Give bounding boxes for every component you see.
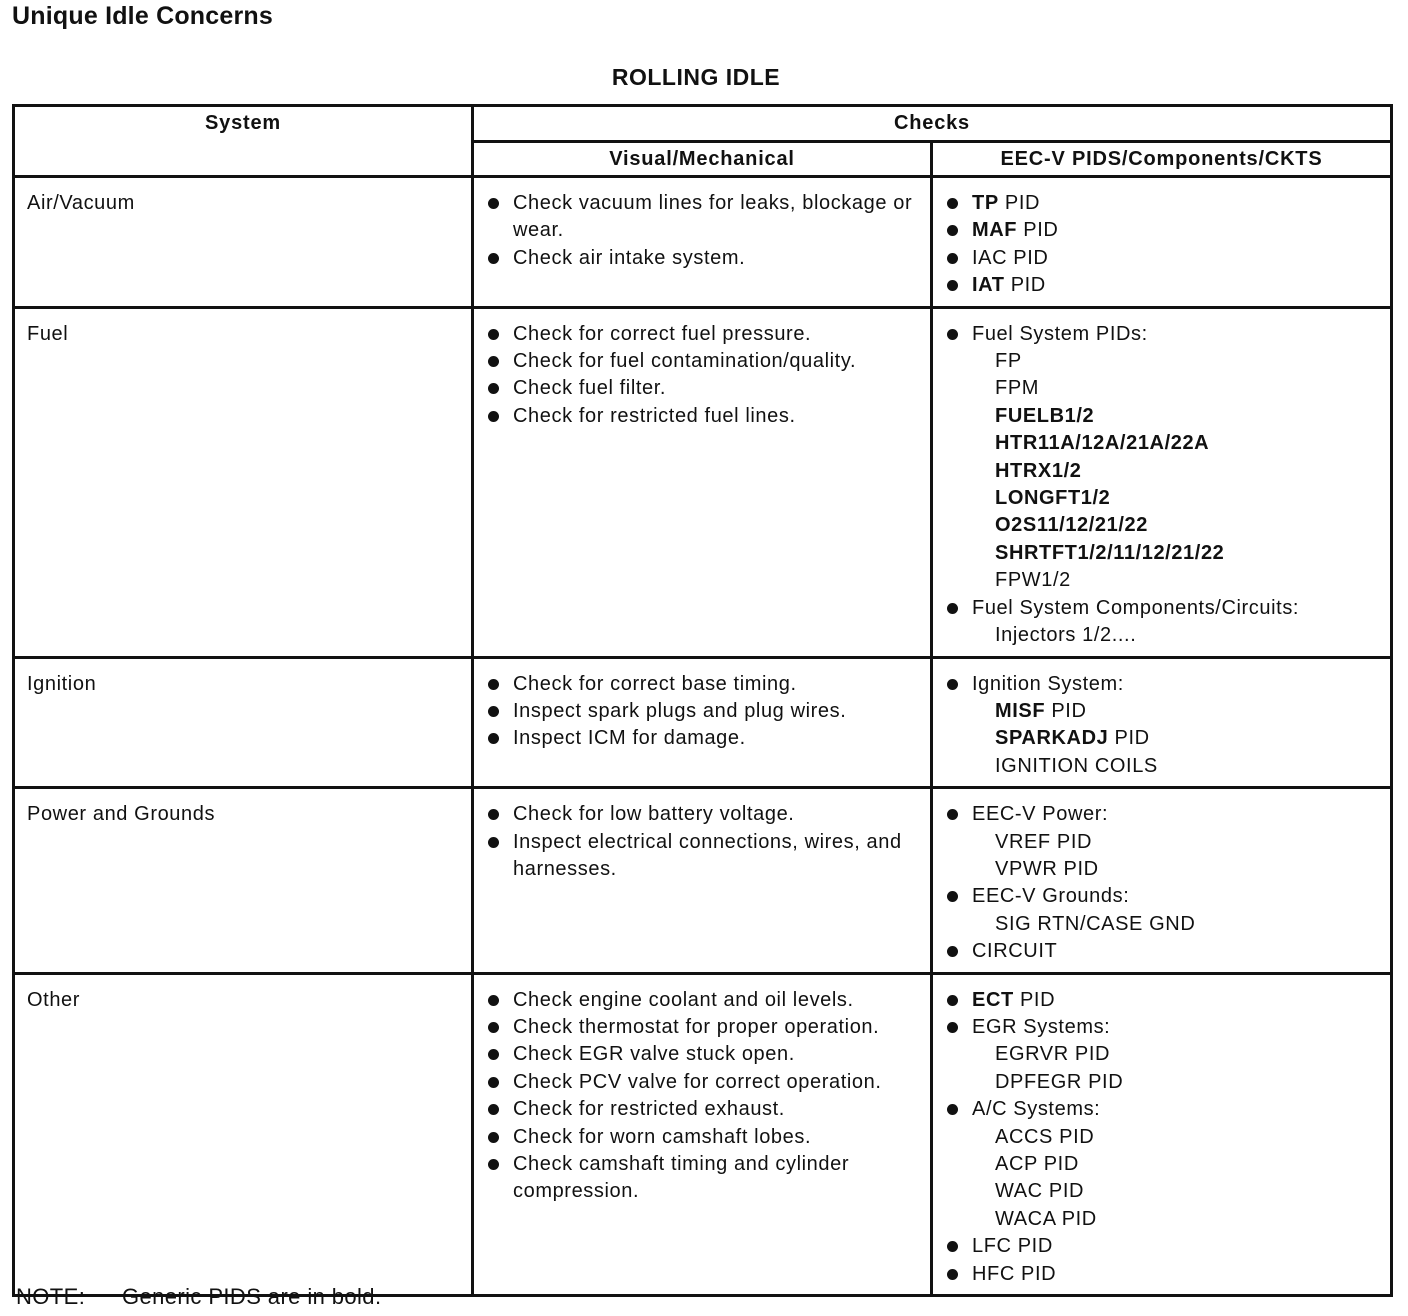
check-item: Check PCV valve for correct operation. bbox=[486, 1069, 920, 1096]
generic-pid: ECT bbox=[972, 988, 1014, 1011]
generic-pid: FUELB1/2 bbox=[995, 404, 1095, 427]
generic-pid: LONGFT1/2 bbox=[995, 487, 1111, 510]
pid-group-label: Fuel System Components/Circuits: bbox=[972, 596, 1300, 619]
pid-subitem: FPW1/2 bbox=[995, 569, 1071, 592]
pid-suffix: PID bbox=[1017, 219, 1059, 242]
pid-group bbox=[945, 1233, 1380, 1260]
pid-group bbox=[945, 883, 1380, 910]
system-cell: Power and Grounds bbox=[14, 788, 473, 973]
pid-subitem bbox=[945, 698, 1380, 725]
checks-column-header: Checks bbox=[473, 106, 1392, 142]
eec-cell bbox=[932, 788, 1392, 973]
check-item: Inspect electrical connections, wires, and harnesses. bbox=[486, 829, 920, 884]
pid-item bbox=[945, 217, 1380, 244]
check-item: Check for correct fuel pressure. bbox=[486, 321, 920, 348]
pid-group-label: EEC-V Grounds: bbox=[972, 885, 1130, 908]
pid-suffix: PID bbox=[998, 192, 1041, 214]
check-item: Check for low battery voltage. bbox=[486, 801, 920, 828]
header-row-top bbox=[14, 106, 1392, 142]
system-column-header: System bbox=[14, 106, 473, 177]
eec-cell bbox=[932, 177, 1392, 308]
pid-group-label: EGR Systems: bbox=[972, 1015, 1111, 1038]
pid-group bbox=[945, 321, 1380, 348]
system-cell: Air/Vacuum bbox=[14, 177, 473, 308]
pid-subitem bbox=[945, 485, 1380, 512]
pid-sublist bbox=[945, 348, 1380, 595]
visual-column-header: Visual/Mechanical bbox=[473, 142, 932, 177]
check-item: Check for restricted fuel lines. bbox=[486, 403, 920, 430]
eec-cell bbox=[932, 307, 1392, 657]
check-item: Check air intake system. bbox=[486, 245, 920, 272]
pid-subitem: WAC PID bbox=[995, 1180, 1085, 1203]
check-item: Inspect ICM for damage. bbox=[486, 725, 920, 752]
pid-sublist bbox=[945, 622, 1380, 649]
table-title: ROLLING IDLE bbox=[611, 64, 781, 90]
pid-text: IAC PID bbox=[972, 246, 1049, 269]
page-title: Unique Idle Concerns bbox=[12, 2, 273, 30]
pid-sublist bbox=[945, 1124, 1380, 1234]
pid-suffix: PID bbox=[1045, 699, 1087, 722]
pid-sublist bbox=[945, 698, 1380, 780]
generic-pid: O2S11/12/21/22 bbox=[995, 514, 1148, 537]
generic-pid: MISF bbox=[995, 699, 1046, 722]
pid-sublist bbox=[945, 829, 1380, 884]
check-item: Check EGR valve stuck open. bbox=[486, 1041, 920, 1068]
generic-pid: SPARKADJ bbox=[995, 727, 1109, 750]
footnote bbox=[16, 1284, 381, 1310]
pid-group bbox=[945, 801, 1380, 828]
pid-group bbox=[945, 1096, 1380, 1123]
system-cell: Ignition bbox=[14, 657, 473, 788]
pid-sublist bbox=[945, 1041, 1380, 1096]
pid-text: IGNITION COILS bbox=[995, 754, 1158, 777]
pid-group-label: Fuel System PIDs: bbox=[972, 322, 1148, 345]
pid-group-label: EEC-V Power: bbox=[972, 803, 1109, 826]
pid-subitem: ACCS PID bbox=[995, 1125, 1095, 1148]
pid-group bbox=[945, 1261, 1380, 1288]
visual-cell bbox=[473, 177, 932, 308]
generic-pid: MAF bbox=[972, 219, 1018, 242]
pid-subitem bbox=[945, 458, 1380, 485]
generic-pid: TP bbox=[972, 192, 999, 214]
pid-subitem: SIG RTN/CASE GND bbox=[995, 912, 1196, 935]
check-item: Check for restricted exhaust. bbox=[486, 1096, 920, 1123]
pid-subitem: FP bbox=[995, 350, 1022, 373]
system-cell: Fuel bbox=[14, 307, 473, 657]
pid-subitem: EGRVR PID bbox=[995, 1043, 1111, 1066]
pid-sublist bbox=[945, 911, 1380, 938]
table-row bbox=[14, 177, 1392, 308]
visual-cell bbox=[473, 788, 932, 973]
pid-item bbox=[945, 245, 1380, 272]
check-item: Check for fuel contamination/quality. bbox=[486, 348, 920, 375]
pid-suffix: PID bbox=[1004, 274, 1046, 297]
check-item: Check for worn camshaft lobes. bbox=[486, 1124, 920, 1151]
eec-cell bbox=[932, 657, 1392, 788]
check-item: Check for correct base timing. bbox=[486, 671, 920, 698]
pid-subitem: Injectors 1/2.... bbox=[995, 624, 1137, 647]
pid-subitem: VPWR PID bbox=[995, 857, 1099, 880]
pid-subitem: WACA PID bbox=[995, 1207, 1097, 1230]
pid-suffix: PID bbox=[1108, 727, 1150, 750]
check-item: Check fuel filter. bbox=[486, 375, 920, 402]
pid-subitem bbox=[945, 512, 1380, 539]
pid-group-label: A/C Systems: bbox=[972, 1098, 1101, 1121]
check-item: Check camshaft timing and cylinder compression. bbox=[486, 1151, 920, 1206]
visual-cell bbox=[473, 657, 932, 788]
pid-subitem: FPM bbox=[995, 377, 1040, 400]
pid-group-label: Ignition System: bbox=[972, 672, 1124, 695]
generic-pid: HTRX1/2 bbox=[995, 459, 1082, 482]
pid-subitem: ACP PID bbox=[995, 1153, 1079, 1175]
pid-group bbox=[945, 987, 1380, 1014]
system-cell: Other bbox=[14, 973, 473, 1295]
table-row bbox=[14, 657, 1392, 788]
table-row bbox=[14, 973, 1392, 1295]
generic-pid: HTR11A/12A/21A/22A bbox=[995, 432, 1210, 455]
pid-subitem bbox=[945, 403, 1380, 430]
generic-pid: IAT bbox=[972, 274, 1005, 297]
pid-group-label: LFC PID bbox=[972, 1235, 1053, 1258]
check-item: Inspect spark plugs and plug wires. bbox=[486, 698, 920, 725]
note-label: NOTE: bbox=[16, 1284, 86, 1309]
eec-column-header: EEC-V PIDS/Components/CKTS bbox=[932, 142, 1392, 177]
pid-group-label: HFC PID bbox=[972, 1262, 1057, 1285]
pid-group bbox=[945, 1014, 1380, 1041]
pid-group-label: CIRCUIT bbox=[972, 940, 1058, 963]
table-row bbox=[14, 788, 1392, 973]
pid-subitem bbox=[945, 725, 1380, 752]
pid-subitem: VREF PID bbox=[995, 830, 1093, 853]
idle-concerns-table bbox=[12, 104, 1393, 1297]
table-row bbox=[14, 307, 1392, 657]
check-item: Check engine coolant and oil levels. bbox=[486, 987, 920, 1014]
visual-cell bbox=[473, 973, 932, 1295]
check-item: Check thermostat for proper operation. bbox=[486, 1014, 920, 1041]
pid-group bbox=[945, 938, 1380, 965]
generic-pid: SHRTFT1/2/11/12/21/22 bbox=[995, 541, 1225, 564]
check-item: Check vacuum lines for leaks, blockage or wear. bbox=[486, 190, 920, 245]
eec-cell bbox=[932, 973, 1392, 1295]
visual-cell bbox=[473, 307, 932, 657]
pid-group bbox=[945, 671, 1380, 698]
pid-group bbox=[945, 595, 1380, 622]
pid-subitem bbox=[945, 540, 1380, 567]
pid-suffix: PID bbox=[1013, 988, 1056, 1011]
pid-subitem bbox=[945, 753, 1380, 780]
note-text: Generic PIDS are in bold. bbox=[122, 1284, 382, 1309]
pid-item bbox=[945, 190, 1380, 217]
pid-subitem: DPFEGR PID bbox=[995, 1070, 1124, 1093]
pid-item bbox=[945, 272, 1380, 299]
pid-subitem bbox=[945, 430, 1380, 457]
